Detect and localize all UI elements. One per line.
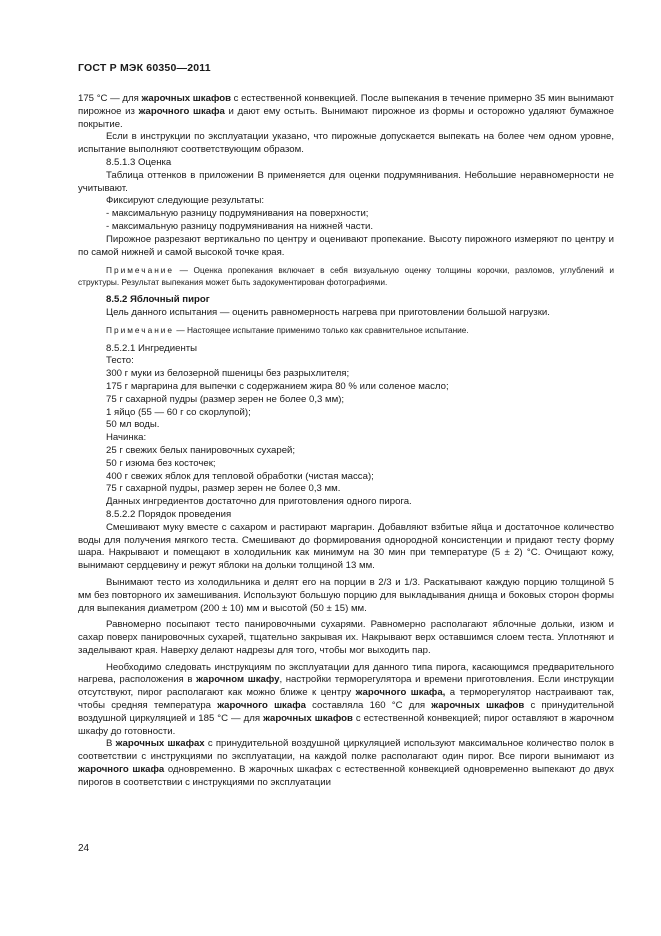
body-paragraph: В жарочных шкафах с принудительной воздушной циркуляцией используют максимальное количество полок в соответствии с инструкциями по эксплуатации, на каждой полке располагают один пирог. Все пироги вынимают из жарочного шкафа одновременно. В жарочных шкафах с естественной конвекцией одновременно выпекают до двух пирогов в соответствии с инструкциями по эксплуатации [78,738,614,788]
body-paragraph: Смешивают муку вместе с сахаром и растирают маргарин. Добавляют взбитые яйца и достаточное количество воды для получения мягкого теста. Смешивают до формирования однородной консистенции и придают тесту форму шара. Накрывают и помещают в холодильник как минимум на 30 мин при температуре (5 ± 2) °С. Очищают кожу, вынимают сердцевину и режут яблоки на дольки толщиной 13 мм. [78,521,614,572]
body-paragraph: 25 г свежих белых панировочных сухарей; [106,444,296,456]
body-paragraph: Таблица оттенков в приложении В применяется для оценки подрумянивания. Небольшие неравномерности не учитывают. [78,169,614,194]
body-paragraph: Начинка: [106,432,147,444]
body-paragraph: - максимальную разницу подрумянивания на нижней части. [106,220,374,232]
body-paragraph: 300 г муки из белозерной пшеницы без разрыхлителя; [106,368,350,380]
document-header: ГОСТ Р МЭК 60350—2011 [78,62,211,74]
note-paragraph: Примечание — Настоящее испытание применимо только как сравнительное испытание. [106,325,469,336]
body-paragraph: 8.5.1.3 Оценка [106,156,172,168]
page-number: 24 [78,843,90,854]
body-paragraph: 8.5.2.2 Порядок проведения [106,508,232,520]
body-paragraph: Тесто: [106,355,134,367]
body-paragraph: Данных ингредиентов достаточно для приготовления одного пирога. [106,496,412,508]
body-paragraph: 8.5.2.1 Ингредиенты [106,342,198,354]
body-paragraph: 50 мл воды. [106,419,160,431]
body-paragraph: 175 °С — для жарочных шкафов с естественной конвекцией. После выпекания в течение примерно 35 мин вынимают пирожное из жарочного шкафа и дают ему остыть. Вынимают пирожное из формы и осторожно удаляют бумажное покрытие. [78,93,615,130]
body-paragraph: - максимальную разницу подрумянивания на поверхности; [106,208,369,220]
body-paragraph: 1 яйцо (55 — 60 г со скорлупой); [106,406,251,418]
note-paragraph: Примечание — Оценка пропекания включает в себя визуальную оценку толщины корочки, разломов, углублений и структуры. Результат выпекания может быть задокументирован фотографиями. [78,265,614,287]
body-paragraph: Пирожное разрезают вертикально по центру и оценивают пропекание. Высоту пирожного измеряют по центру и по самой нижней и самой высокой точке края. [78,233,614,258]
body-paragraph: Фиксируют следующие результаты: [106,195,265,207]
body-paragraph: Вынимают тесто из холодильника и делят его на порции в 2/3 и 1/3. Раскатывают каждую порцию толщиной 5 мм без повторного их замешивания. Используют большую порцию для выкладывания днища и боковых сторон формы для выпекания диаметром (200 ± 10) мм и высотой (50 ± 15) мм. [78,576,614,614]
body-paragraph: 175 г маргарина для выпечки с содержанием жира 80 % или соленое масло; [106,380,449,392]
body-paragraph: Если в инструкции по эксплуатации указано, что пирожные допускается выпекать на более чем одном уровне, испытание выполняют соответствующим образом. [78,131,614,156]
body-paragraph: Цель данного испытания — оценить равномерность нагрева при приготовлении большой нагрузки. [106,306,550,318]
body-paragraph: 75 г сахарной пудры, размер зерен не более 0,3 мм. [106,483,341,495]
body-paragraph: 8.5.2 Яблочный пирог [106,293,210,305]
document-body [78,93,614,790]
body-paragraph: 75 г сахарной пудры (размер зерен не более 0,3 мм); [106,393,345,405]
body-paragraph: 50 г изюма без косточек; [106,457,216,469]
body-paragraph: Необходимо следовать инструкциям по эксплуатации для данного типа пирога, касающимся предварительного нагрева, расположения в жарочном шкафу, настройки терморегулятора и времени приготовления. Если инструкции отсутствуют, пирог располагают как можно ближе к центру жарочного шкафа, а терморегулятор настраивают так, чтобы средняя температура жарочного шкафа составляла 160 °С для жарочных шкафов с принудительной воздушной циркуляцией и 185 °С — для жарочных шкафов с естественной конвекцией; пирог оставляют в жарочном шкафу до готовности. [78,661,614,737]
body-paragraph: Равномерно посыпают тесто панировочными сухарями. Равномерно располагают яблочные дольки, изюм и сахар поверх панировочных сухарей, тщательно закрывая их. Накрывают верх оставшимся слоем теста. Уплотняют и заделывают края. Наверху делают надрезы для того, чтобы мог выходить пар. [78,619,614,656]
body-paragraph: 400 г свежих яблок для тепловой обработки (чистая масса); [106,470,374,482]
